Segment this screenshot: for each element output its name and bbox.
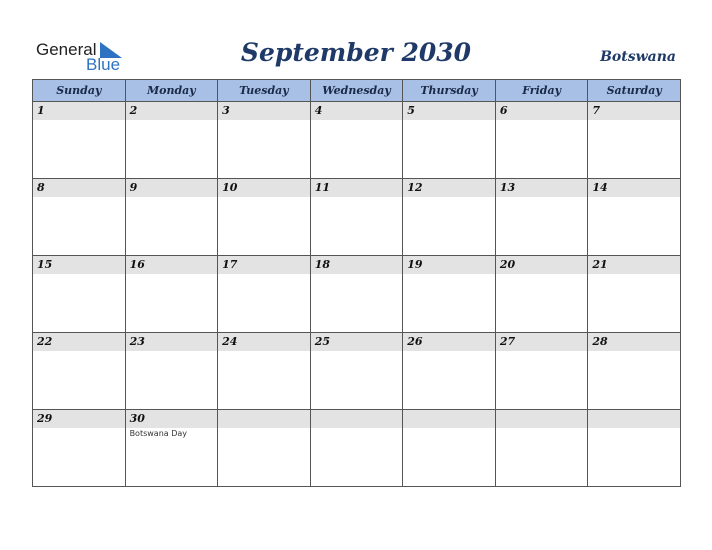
day-number: 24 xyxy=(218,333,310,351)
week-row xyxy=(33,102,681,179)
day-cell xyxy=(495,256,588,333)
day-number: 20 xyxy=(496,256,588,274)
day-cell xyxy=(218,179,311,256)
holiday-label: Botswana Day xyxy=(129,429,188,438)
day-cell xyxy=(310,102,403,179)
weekday-thursday: Thursday xyxy=(403,80,496,102)
day-cell xyxy=(125,256,218,333)
day-cell xyxy=(495,333,588,410)
calendar-grid xyxy=(32,79,681,487)
day-cell xyxy=(588,179,681,256)
day-number: 9 xyxy=(126,179,218,197)
day-cell xyxy=(588,410,681,487)
day-number: 27 xyxy=(496,333,588,351)
day-cell xyxy=(403,102,496,179)
day-number: 28 xyxy=(588,333,680,351)
day-number: 23 xyxy=(126,333,218,351)
day-number: 3 xyxy=(218,102,310,120)
week-row xyxy=(33,410,681,487)
day-number: 11 xyxy=(311,179,403,197)
day-cell xyxy=(125,102,218,179)
day-number: 4 xyxy=(311,102,403,120)
day-cell xyxy=(33,179,126,256)
day-number: 21 xyxy=(588,256,680,274)
day-number xyxy=(218,410,310,428)
day-cell xyxy=(588,333,681,410)
day-cell xyxy=(33,410,126,487)
day-number: 7 xyxy=(588,102,680,120)
country-label: Botswana xyxy=(600,49,676,65)
day-number: 5 xyxy=(403,102,495,120)
day-cell xyxy=(33,102,126,179)
day-cell xyxy=(403,256,496,333)
weekday-sunday: Sunday xyxy=(33,80,126,102)
day-cell xyxy=(218,333,311,410)
day-cell xyxy=(33,333,126,410)
weekday-header-row xyxy=(33,80,681,102)
day-cell xyxy=(218,256,311,333)
weekday-friday: Friday xyxy=(495,80,588,102)
day-cell xyxy=(125,410,218,487)
day-cell xyxy=(218,410,311,487)
logo-text-general: General xyxy=(36,40,97,59)
logo-text-blue: Blue xyxy=(86,55,121,74)
day-number: 12 xyxy=(403,179,495,197)
day-cell xyxy=(218,102,311,179)
day-cell xyxy=(403,333,496,410)
weekday-tuesday: Tuesday xyxy=(218,80,311,102)
day-cell xyxy=(310,410,403,487)
day-cell xyxy=(588,256,681,333)
day-number: 25 xyxy=(311,333,403,351)
day-cell xyxy=(310,256,403,333)
day-cell xyxy=(588,102,681,179)
day-number: 16 xyxy=(126,256,218,274)
day-number: 19 xyxy=(403,256,495,274)
day-number: 1 xyxy=(33,102,125,120)
day-number: 8 xyxy=(33,179,125,197)
day-number: 26 xyxy=(403,333,495,351)
weekday-monday: Monday xyxy=(125,80,218,102)
weekday-wednesday: Wednesday xyxy=(310,80,403,102)
weekday-saturday: Saturday xyxy=(588,80,681,102)
day-number: 22 xyxy=(33,333,125,351)
day-number: 15 xyxy=(33,256,125,274)
week-row xyxy=(33,179,681,256)
day-cell xyxy=(33,256,126,333)
day-number xyxy=(496,410,588,428)
day-number xyxy=(311,410,403,428)
day-cell xyxy=(495,410,588,487)
week-row xyxy=(33,256,681,333)
day-cell xyxy=(310,179,403,256)
week-row xyxy=(33,333,681,410)
day-number xyxy=(588,410,680,428)
day-number: 30 xyxy=(126,410,218,428)
page-title: September 2030 xyxy=(240,38,472,67)
day-number: 13 xyxy=(496,179,588,197)
day-cell xyxy=(310,333,403,410)
day-number: 10 xyxy=(218,179,310,197)
day-number: 2 xyxy=(126,102,218,120)
day-number xyxy=(403,410,495,428)
day-cell xyxy=(403,179,496,256)
day-number: 14 xyxy=(588,179,680,197)
day-cell xyxy=(125,333,218,410)
day-cell xyxy=(125,179,218,256)
day-number: 29 xyxy=(33,410,125,428)
day-cell xyxy=(495,179,588,256)
day-cell xyxy=(495,102,588,179)
day-number: 6 xyxy=(496,102,588,120)
day-number: 17 xyxy=(218,256,310,274)
day-number: 18 xyxy=(311,256,403,274)
day-cell xyxy=(403,410,496,487)
